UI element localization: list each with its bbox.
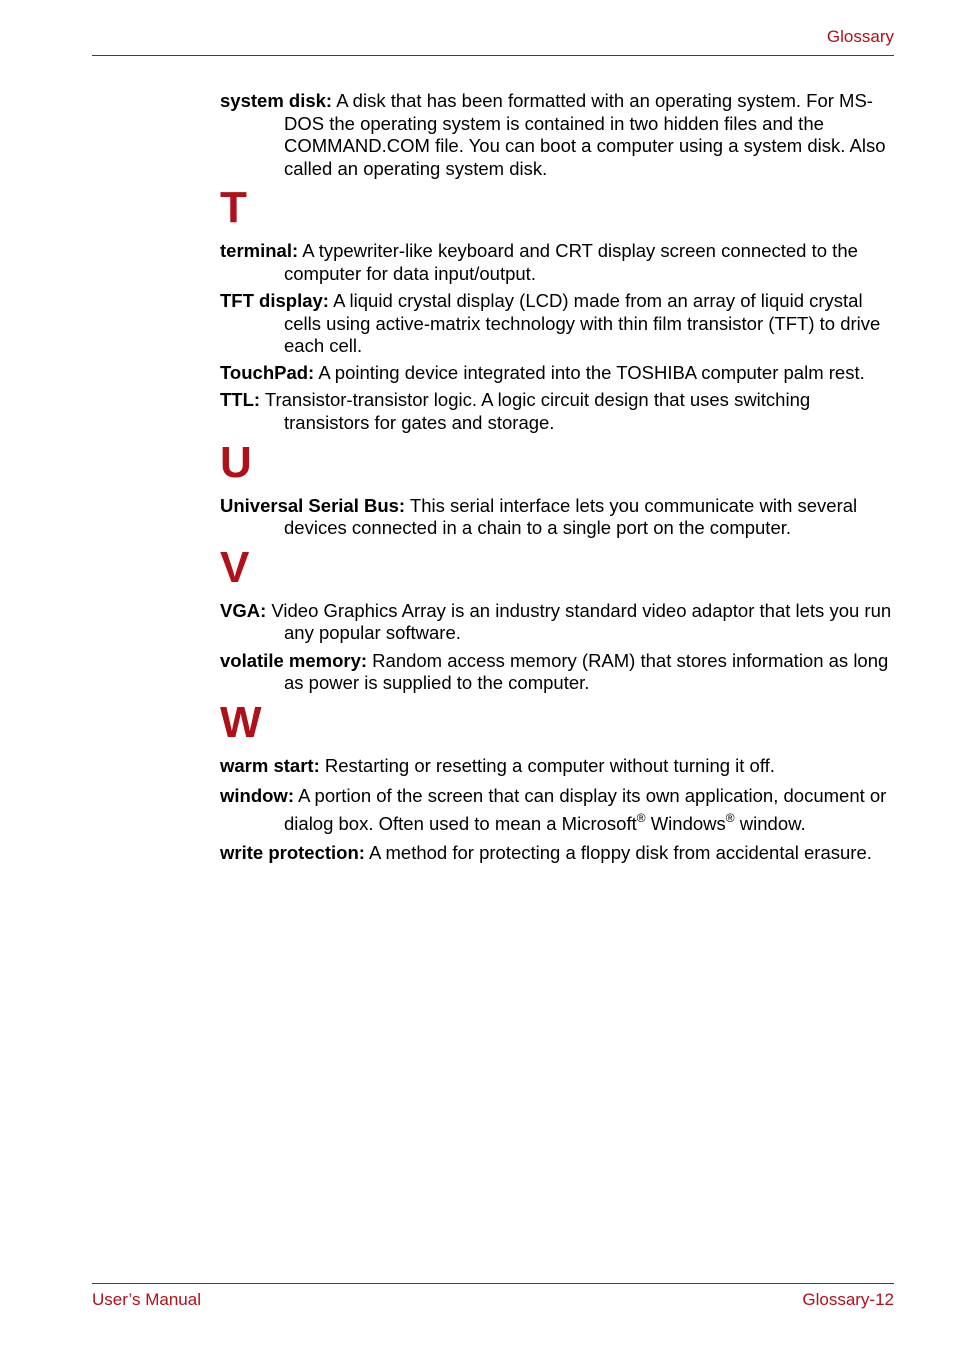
footer-page-number: Glossary-12 [802, 1290, 894, 1309]
entry-term: TFT display: [220, 290, 329, 312]
entry-definition: A typewriter-like keyboard and CRT display screen connected to the computer for data input/output. [284, 240, 858, 284]
entry-definition: A pointing device integrated into the TOSHIBA computer palm rest. [314, 362, 865, 384]
entry-definition-cont: Windows [645, 812, 726, 834]
entry-term: TouchPad: [220, 362, 315, 384]
entry-definition: This serial interface lets you communicate with several devices connected in a chain to a single port on the computer. [284, 494, 858, 539]
entry-definition-end: window. [734, 812, 806, 834]
entry-term: volatile memory: [220, 649, 368, 671]
entry-term: write protection: [220, 842, 365, 864]
entry-term: system disk: [220, 90, 333, 111]
entry-term: warm start: [220, 754, 320, 776]
glossary-entry-ttl [220, 389, 895, 434]
entry-definition: A method for protecting a floppy disk from accidental erasure. [364, 842, 872, 864]
glossary-entry-terminal [220, 240, 895, 285]
entry-term: TTL: [220, 389, 261, 411]
entry-definition: Random access memory (RAM) that stores information as long as power is supplied to the computer. [284, 649, 889, 694]
glossary-entry-write-protection [220, 842, 895, 865]
glossary-content [220, 90, 895, 869]
glossary-entry-tft-display [220, 290, 895, 358]
registered-mark: ® [636, 810, 646, 825]
header-rule [92, 55, 894, 56]
entry-term: Universal Serial Bus: [220, 494, 406, 516]
entry-definition: Transistor-transistor logic. A logic circuit design that uses switching transistors for gates and storage. [260, 389, 811, 434]
glossary-entry-window [220, 782, 895, 838]
entry-term: window: [220, 784, 294, 806]
glossary-entry-system-disk [220, 90, 895, 180]
entry-definition: A liquid crystal display (LCD) made from an array of liquid crystal cells using active-matrix technology with thin film transistor (TFT) to drive each cell. [284, 290, 881, 357]
running-header-title: Glossary [826, 27, 894, 46]
footer-manual-title: User’s Manual [92, 1290, 201, 1309]
entry-definition: Restarting or resetting a computer without turning it off. [319, 754, 775, 776]
section-letter-u: U [220, 437, 252, 487]
glossary-entry-volatile-memory [220, 650, 895, 695]
entry-definition: A portion of the screen that can display its own application, document or dialog box. Often used to mean a Microsoft [284, 784, 887, 834]
footer-rule [92, 1283, 894, 1284]
entry-term: VGA: [220, 599, 267, 621]
glossary-entry-universal-serial-bus [220, 495, 895, 540]
section-letter-w: W [220, 697, 262, 747]
entry-definition: A disk that has been formatted with an operating system. For MS-DOS the operating system is contained in two hidden files and the COMMAND.COM file. You can boot a computer using a system disk. Also called an operating system disk. [284, 90, 886, 179]
glossary-entry-vga [220, 600, 895, 645]
entry-term: terminal: [220, 240, 299, 262]
section-letter-t: T [220, 183, 247, 233]
registered-mark: ® [725, 810, 735, 825]
section-letter-v: V [220, 542, 250, 592]
entry-definition: Video Graphics Array is an industry standard video adaptor that lets you run any popular software. [266, 599, 892, 644]
glossary-entry-touchpad [220, 362, 895, 385]
glossary-entry-warm-start [220, 755, 895, 778]
